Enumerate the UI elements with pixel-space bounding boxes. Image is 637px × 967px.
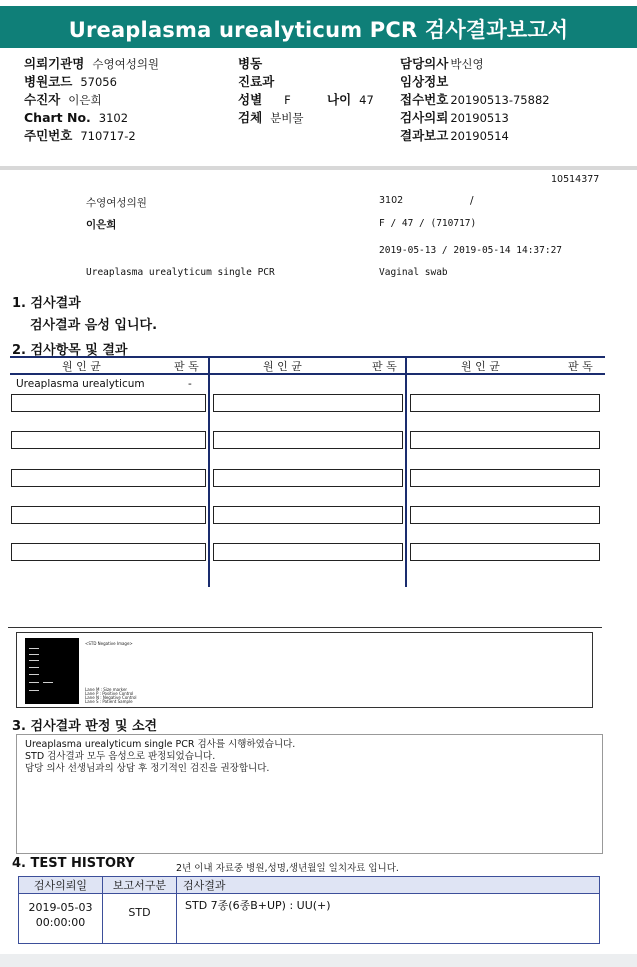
doctor-label: 담당의사 bbox=[400, 56, 449, 71]
ward-label: 병동 bbox=[238, 56, 263, 71]
request-date-label: 검사의뢰 bbox=[400, 110, 449, 125]
report-date-label: 결과보고 bbox=[400, 128, 449, 143]
col-header-judge-1: 판 독 bbox=[174, 360, 199, 373]
history-result: STD 7종(6종B+UP) : UU(+) bbox=[177, 894, 600, 944]
sex-value: F bbox=[284, 93, 291, 107]
interpretation-box bbox=[16, 734, 603, 854]
report-sex-age: F / 47 / (710717) bbox=[379, 218, 477, 229]
specimen-label: 검체 bbox=[238, 110, 263, 125]
receipt-no-value: 20190513-75882 bbox=[450, 93, 550, 107]
history-date-cell bbox=[19, 894, 103, 944]
result-cell bbox=[410, 394, 600, 412]
results-table-divider-1 bbox=[208, 358, 210, 587]
report-chart: 3102 bbox=[379, 195, 404, 206]
history-header-type: 보고서구분 bbox=[103, 877, 177, 894]
gel-legend-2: Lane P : Positive Control bbox=[85, 691, 134, 696]
report-dates: 2019-05-13 / 2019-05-14 14:37:27 bbox=[379, 245, 563, 256]
gel-band bbox=[43, 682, 53, 683]
comment-line-2: STD 검사결과 모두 음성으로 판정되었습니다. bbox=[25, 751, 216, 762]
gel-band bbox=[29, 674, 39, 675]
gel-band bbox=[29, 660, 39, 661]
result-summary: 검사결과 음성 입니다. bbox=[30, 318, 158, 333]
results-table-header-rule bbox=[10, 373, 605, 375]
result-cell bbox=[11, 469, 206, 487]
col-header-judge-3: 판 독 bbox=[568, 360, 593, 373]
sex-label: 성별 bbox=[238, 92, 263, 107]
hospital-label: 의뢰기관명 bbox=[24, 56, 85, 71]
gel-band bbox=[29, 648, 39, 649]
col-header-pathogen-1: 원 인 균 bbox=[62, 360, 101, 373]
history-time: 00:00:00 bbox=[35, 916, 86, 929]
report-slash: / bbox=[470, 195, 474, 207]
hospital-value: 수영여성의원 bbox=[92, 57, 160, 71]
department-label: 진료과 bbox=[238, 74, 275, 89]
history-type: STD bbox=[103, 894, 177, 944]
gel-band bbox=[29, 682, 39, 683]
receipt-no-label: 접수번호 bbox=[400, 92, 449, 107]
header-divider bbox=[0, 166, 637, 170]
specimen-value: 분비물 bbox=[270, 111, 304, 125]
section-1-title: 1. 검사결과 bbox=[12, 296, 81, 311]
col-header-pathogen-2: 원 인 균 bbox=[263, 360, 302, 373]
resident-no-value: 710717-2 bbox=[80, 129, 136, 143]
section-3-title: 3. 검사결과 판정 및 소견 bbox=[12, 719, 158, 734]
age-value: 47 bbox=[359, 93, 374, 107]
history-date: 2019-05-03 bbox=[28, 901, 93, 914]
report-hospital: 수영여성의원 bbox=[86, 197, 147, 209]
gel-image-panel bbox=[16, 632, 593, 708]
request-date-value: 20190513 bbox=[450, 111, 509, 125]
gel-legend-3: Lane N : Negative Control bbox=[85, 695, 137, 700]
doctor-value: 박신영 bbox=[450, 57, 484, 71]
col-header-judge-2: 판 독 bbox=[372, 360, 397, 373]
report-date-value: 20190514 bbox=[450, 129, 509, 143]
result-cell bbox=[11, 394, 206, 412]
gel-image-title: <STD Negative Image> bbox=[85, 641, 133, 646]
header-col-2 bbox=[238, 55, 303, 127]
page-footer-band bbox=[0, 954, 637, 967]
report-title-bar bbox=[0, 6, 637, 48]
report-specimen: Vaginal swab bbox=[379, 267, 448, 278]
report-patient: 이은희 bbox=[86, 219, 117, 231]
result-cell bbox=[11, 543, 206, 561]
result-cell bbox=[213, 506, 403, 524]
report-test-name: Ureaplasma urealyticum single PCR bbox=[86, 267, 275, 278]
pathogen-result: - bbox=[188, 378, 192, 390]
table-row bbox=[19, 894, 600, 944]
section-2-title: 2. 검사항목 및 결과 bbox=[12, 343, 128, 358]
gel-electrophoresis-image bbox=[25, 638, 79, 704]
gel-legend-1: Lane M : Size marker bbox=[85, 687, 128, 692]
gel-band bbox=[29, 667, 39, 668]
gel-legend-4: Lane S : Patient Sample bbox=[85, 699, 133, 704]
header-col-3 bbox=[400, 55, 550, 145]
patient-value: 이은희 bbox=[68, 93, 102, 107]
result-cell bbox=[213, 431, 403, 449]
results-table-divider-2 bbox=[405, 358, 407, 587]
history-table bbox=[18, 876, 600, 944]
result-cell bbox=[410, 506, 600, 524]
header-col-1 bbox=[24, 55, 159, 145]
result-cell bbox=[213, 469, 403, 487]
gel-band bbox=[29, 654, 39, 655]
history-header-date: 검사의뢰일 bbox=[19, 877, 103, 894]
history-note: 2년 이내 자료중 병원,성명,생년월일 일치자료 입니다. bbox=[176, 863, 399, 874]
comment-line-3: 담당 의사 선생님과의 상담 후 정기적인 검진을 권장합니다. bbox=[25, 763, 270, 774]
image-separator bbox=[8, 627, 602, 628]
col-header-pathogen-3: 원 인 균 bbox=[461, 360, 500, 373]
patient-label: 수진자 bbox=[24, 92, 61, 107]
report-title: Ureaplasma urealyticum PCR 검사결과보고서 bbox=[68, 18, 569, 42]
gel-band bbox=[29, 690, 39, 691]
resident-no-label: 주민번호 bbox=[24, 128, 73, 143]
report-code: 10514377 bbox=[551, 174, 600, 185]
pathogen-name: Ureaplasma urealyticum bbox=[16, 378, 145, 390]
hospital-code-value: 57056 bbox=[80, 75, 117, 89]
result-cell bbox=[213, 543, 403, 561]
section-4-title: 4. TEST HISTORY bbox=[12, 856, 135, 871]
result-cell bbox=[410, 431, 600, 449]
history-header-result: 검사결과 bbox=[177, 877, 600, 894]
result-cell bbox=[213, 394, 403, 412]
result-cell bbox=[410, 469, 600, 487]
result-cell bbox=[11, 431, 206, 449]
clinical-info-label: 임상정보 bbox=[400, 74, 449, 89]
chart-no-value: 3102 bbox=[98, 111, 129, 125]
age-field bbox=[327, 91, 374, 109]
chart-no-label: Chart No. bbox=[24, 110, 91, 125]
hospital-code-label: 병원코드 bbox=[24, 74, 73, 89]
age-label: 나이 bbox=[327, 92, 352, 107]
result-cell bbox=[11, 506, 206, 524]
comment-line-1: Ureaplasma urealyticum single PCR 검사를 시행하였습니다. bbox=[25, 739, 296, 750]
result-cell bbox=[410, 543, 600, 561]
